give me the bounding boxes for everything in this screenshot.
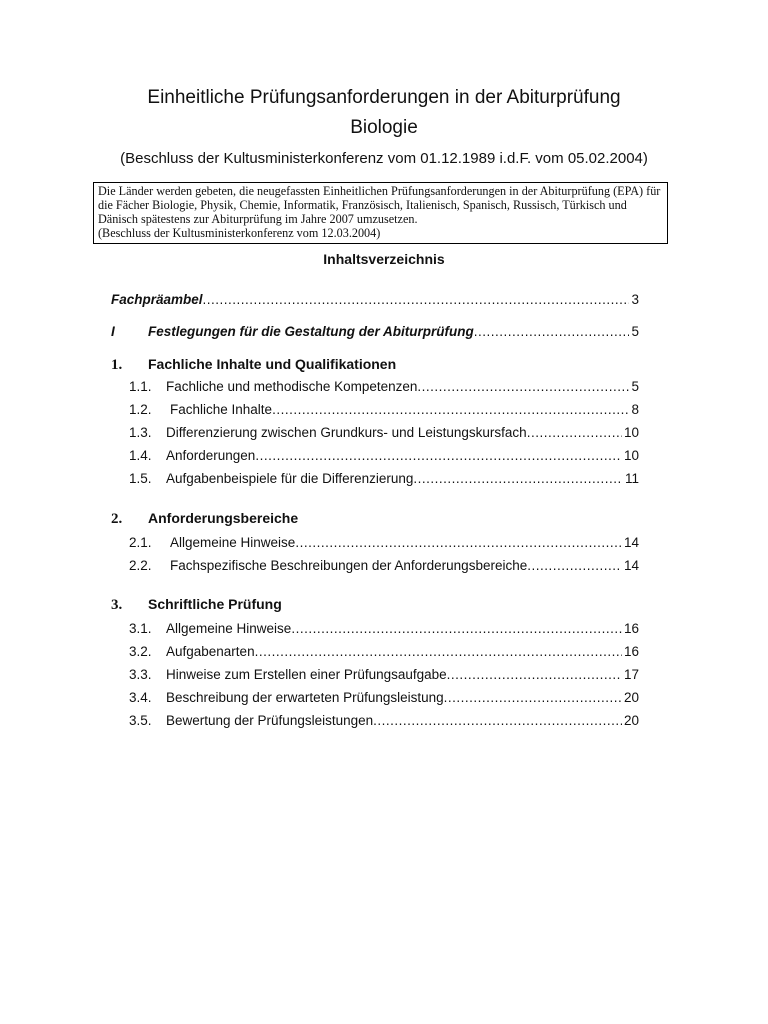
toc-entry-label: Fachliche und methodische Kompetenzen [166, 379, 418, 394]
toc-entry-number: 2.1. [129, 535, 152, 550]
notice-text: Die Länder werden gebeten, die neugefassten Einheitlichen Prüfungsanforderungen in der Abiturprüfung (EPA) für die Fächer Biologie, Physik, Chemie, Informatik, Französisch, Italienisch, Spanisch, Russisch, Türkisch und Dänisch spätestens zur Abiturprüfung im Jahre 2007 umzusetzen. [98, 184, 661, 226]
toc-leader-dots [474, 323, 630, 341]
toc-page-number: 8 [631, 402, 639, 417]
toc-page-number: 20 [623, 713, 639, 728]
toc-page-number: 16 [623, 644, 639, 659]
toc-entry-label: Festlegungen für die Gestaltung der Abiturprüfung [148, 324, 474, 339]
toc-leader-dots [417, 378, 629, 396]
toc-page-number: 14 [623, 558, 639, 573]
toc-page-number: 11 [624, 471, 639, 486]
toc-leader-dots [444, 689, 622, 707]
toc-section-1[interactable] [111, 355, 396, 374]
toc-entry-3-1[interactable] [129, 620, 639, 638]
toc-entry-3-4[interactable] [129, 689, 639, 707]
toc-entry-number: 1.1. [129, 379, 152, 394]
toc-entry-label: Aufgabenbeispiele für die Differenzierung [166, 471, 414, 486]
toc-entry-1-5[interactable] [129, 470, 639, 488]
toc-leader-dots [527, 557, 622, 575]
toc-entry-3-5[interactable] [129, 712, 639, 730]
toc-entry-number: 3.1. [129, 621, 152, 636]
notice-box [93, 182, 668, 244]
toc-entry-2-1[interactable] [129, 534, 639, 552]
toc-entry-number: 1.2. [129, 402, 152, 417]
toc-entry-number: I [111, 324, 115, 339]
toc-entry-2-2[interactable] [129, 557, 639, 575]
toc-entry-number: 1.3. [129, 425, 152, 440]
toc-entry-number: 3.2. [129, 644, 152, 659]
toc-entry-3-3[interactable] [129, 666, 639, 684]
toc-leader-dots [255, 447, 622, 465]
document-resolution-note: (Beschluss der Kultusministerkonferenz vom 01.12.1989 i.d.F. vom 05.02.2004) [120, 150, 648, 167]
toc-page-number: 17 [623, 667, 639, 682]
toc-entry-label: Differenzierung zwischen Grundkurs- und Leistungskursfach [166, 425, 527, 440]
toc-leader-dots [527, 424, 622, 442]
toc-leader-dots [295, 534, 622, 552]
toc-section-label: Schriftliche Prüfung [148, 596, 282, 612]
toc-entry-label: Fachspezifische Beschreibungen der Anforderungsbereiche [170, 558, 528, 573]
toc-entry-label: Hinweise zum Erstellen einer Prüfungsaufgabe [166, 667, 447, 682]
toc-leader-dots [255, 643, 622, 661]
toc-entry-label: Beschreibung der erwarteten Prüfungsleistung [166, 690, 444, 705]
toc-entry-number: 1.5. [129, 471, 152, 486]
toc-section-2[interactable] [111, 509, 298, 528]
toc-entry-number: 3.4. [129, 690, 152, 705]
toc-page-number: 3 [631, 292, 639, 307]
document-title: Einheitliche Prüfungsanforderungen in der Abiturprüfung [147, 87, 621, 108]
toc-entry-3-2[interactable] [129, 643, 639, 661]
toc-page-number: 10 [623, 425, 639, 440]
toc-entry-label: Anforderungen [166, 448, 256, 463]
toc-entry-1-4[interactable] [129, 447, 639, 465]
toc-entry-number: 2.2. [129, 558, 152, 573]
toc-entry-1-3[interactable] [129, 424, 639, 442]
toc-entry-1-2[interactable] [129, 401, 639, 419]
toc-leader-dots [291, 620, 622, 638]
toc-page-number: 5 [631, 324, 639, 339]
toc-leader-dots [203, 291, 630, 309]
toc-section-number: 2. [111, 511, 123, 527]
toc-section-label: Fachliche Inhalte und Qualifikationen [148, 356, 397, 372]
toc-entry-part-1[interactable] [111, 323, 639, 341]
toc-leader-dots [413, 470, 623, 488]
toc-leader-dots [447, 666, 622, 684]
toc-leader-dots [272, 401, 629, 419]
toc-entry-1-1[interactable] [129, 378, 639, 396]
toc-section-number: 3. [111, 597, 123, 613]
toc-page-number: 14 [623, 535, 639, 550]
toc-section-label: Anforderungsbereiche [148, 510, 299, 526]
toc-page-number: 5 [631, 379, 639, 394]
toc-section-number: 1. [111, 357, 123, 373]
toc-entry-label: Allgemeine Hinweise [166, 621, 292, 636]
toc-page-number: 10 [623, 448, 639, 463]
toc-entry-label: Bewertung der Prüfungsleistungen [166, 713, 374, 728]
toc-entry-label: Fachliche Inhalte [170, 402, 273, 417]
toc-page-number: 16 [623, 621, 639, 636]
toc-leader-dots [373, 712, 622, 730]
toc-page-number: 20 [623, 690, 639, 705]
toc-heading: Inhaltsverzeichnis [323, 251, 445, 267]
document-subject: Biologie [350, 117, 418, 138]
toc-entry-number: 1.4. [129, 448, 152, 463]
toc-entry-number: 3.3. [129, 667, 152, 682]
toc-entry-number: 3.5. [129, 713, 152, 728]
notice-reference: (Beschluss der Kultusministerkonferenz vom 12.03.2004) [98, 226, 381, 240]
toc-entry-praeambel[interactable] [111, 291, 639, 309]
toc-section-3[interactable] [111, 595, 282, 614]
toc-entry-label: Aufgabenarten [166, 644, 255, 659]
toc-entry-label: Fachpräambel [111, 292, 203, 307]
toc-entry-label: Allgemeine Hinweise [170, 535, 296, 550]
